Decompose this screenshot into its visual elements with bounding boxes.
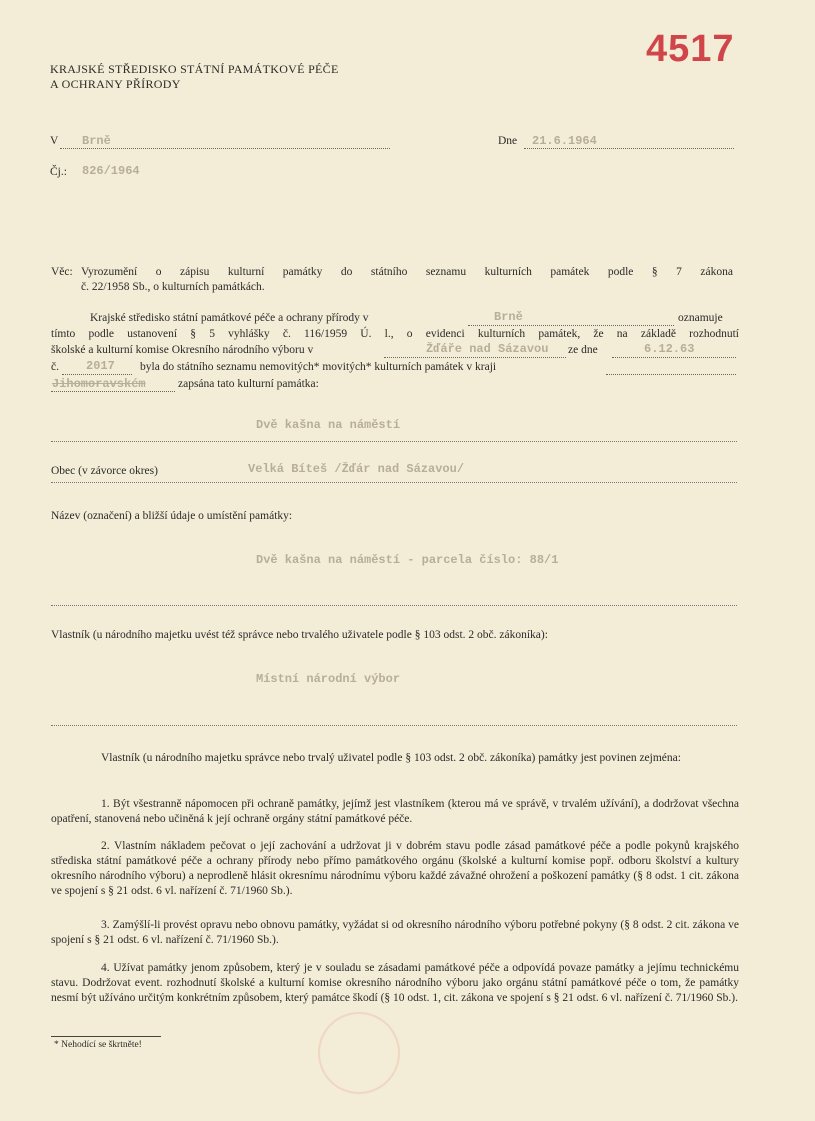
- footnote: * Nehodící se škrtněte!: [54, 1040, 142, 1050]
- body-l4-kraj-dots: [606, 374, 736, 375]
- subject-line-1: Vyrozumění o zápisu kulturní památky do státního seznamu kulturních památek podle § 7 zákona: [81, 266, 733, 278]
- obec-value: Velká Bíteš /Žďár nad Sázavou/: [248, 462, 465, 476]
- footnote-divider: [51, 1036, 161, 1037]
- ref-label: Čj.:: [50, 166, 67, 178]
- obec-label: Obec (v závorce okres): [51, 465, 158, 477]
- nazev-label: Název (označení) a bližší údaje o umístění památky:: [51, 510, 293, 522]
- obec-line: [51, 482, 737, 483]
- faint-round-stamp: [318, 1012, 400, 1094]
- body-l3-dots: [384, 357, 566, 358]
- subject-line-2: č. 22/1958 Sb., o kulturních památkách.: [81, 281, 265, 293]
- place-dotted-line: [60, 148, 390, 149]
- duties-intro: Vlastník (u národního majetku správce nebo trvalý uživatel podle § 103 odst. 2 obč. zákoníka) památky jest povinen zejména:: [101, 752, 681, 764]
- body-l3-date: 6.12.63: [644, 342, 695, 356]
- date-label: Dne: [498, 135, 518, 147]
- duty-item-2: 2. Vlastním nákladem pečovat o její zachování a udržovat ji v dobrém stavu podle zásad památkové péče a podle pokynů krajského střediska státní památkové péče a ochrany přírody nebo přímo památkového orgánu (školské a kulturní komise popř. odboru školství a kultury okresního národního výboru) a neprodleně hlásit okresnímu národnímu výboru každé závažné ohrožení a poškození památky (§ 8 odst. 1 cit. zákona ve spojení s § 21 odst. 6 vl. nařízení č. 71/1960 Sb.).: [51, 840, 739, 897]
- body-l3-b: ze dne: [568, 344, 598, 356]
- body-l1-dots: [468, 325, 674, 326]
- owner-value: Místní národní výbor: [256, 672, 401, 686]
- duty-item-1: 1. Být všestranně nápomocen při ochraně památky, jejímž jest vlastníkem (kterou má ve správě, v trvalém užívání), a dodržovat všechna opatření, stanovená nebo učiněná k její ochraně orgány státní památkové péče.: [51, 798, 739, 825]
- institution-line-1: KRAJSKÉ STŘEDISKO STÁTNÍ PAMÁTKOVÉ PÉČE: [50, 62, 339, 76]
- body-l5-value: Jihomoravském: [52, 377, 146, 391]
- date-dotted-line: [524, 148, 734, 149]
- body-l5-dots: [51, 391, 175, 392]
- monument-name: Dvě kašna na náměstí: [256, 418, 401, 432]
- body-l2: tímto podle ustanovení § 5 vyhlášky č. 116/1959 Ú. l., o evidenci kulturních památek, že na základě rozhodnutí: [51, 328, 739, 340]
- institution-line-2: A OCHRANY PŘÍRODY: [50, 77, 181, 91]
- duty-item-4: 4. Užívat památky jenom způsobem, který je v souladu se zásadami památkové péče a odpovídá povaze památky a jejímu technickému stavu. Dodržovat event. rozhodnutí školské a kulturní komise okresního národního výboru jako orgánu státní památkové péče o tom, že památky nesmí být užíváno určitým konkrétním způsobem, který památce škodí (§ 10 odst. 1, cit. zákona ve spojení s § 21 odst. 6 vl. nařízení č. 71/1960 Sb.).: [51, 962, 739, 1004]
- owner-line: [51, 725, 737, 726]
- stamp-number: 4517: [646, 28, 735, 70]
- body-l1-a: Krajské středisko státní památkové péče a ochrany přírody v: [90, 312, 369, 324]
- body-l4-num: 2017: [86, 359, 115, 373]
- nazev-value: Dvě kašna na náměstí - parcela číslo: 88/1: [256, 553, 559, 567]
- body-l1-b: oznamuje: [678, 312, 723, 324]
- body-l5-b: zapsána tato kulturní památka:: [178, 378, 319, 390]
- body-l3-date-dots: [612, 357, 736, 358]
- body-l3-a: školské a kulturní komise Okresního národního výboru v: [51, 344, 314, 356]
- nazev-line: [51, 605, 737, 606]
- body-l4-a: č.: [51, 361, 59, 373]
- place-value: Brně: [82, 134, 111, 148]
- place-label: V: [50, 135, 59, 147]
- monument-name-line: [51, 441, 737, 442]
- duty-item-3: 3. Zamýšlí-li provést opravu nebo obnovu památky, vyžádat si od okresního národního výboru potřebné pokyny (§ 8 odst. 2 cit. zákona ve spojení s § 21 odst. 6 vl. nařízení č. 71/1960 Sb.).: [51, 919, 739, 946]
- body-l4-b: byla do státního seznamu nemovitých* movitých* kulturních památek v kraji: [140, 361, 497, 373]
- ref-value: 826/1964: [82, 164, 140, 178]
- body-l3-value: Žďáře nad Sázavou: [426, 342, 549, 356]
- body-l4-dots: [62, 374, 132, 375]
- subject-label: Věc:: [51, 266, 73, 278]
- owner-label: Vlastník (u národního majetku uvést též správce nebo trvalého uživatele podle § 103 odst. 2 obč. zákoníka):: [51, 629, 548, 641]
- date-value: 21.6.1964: [532, 134, 597, 148]
- body-l1-value: Brně: [494, 310, 523, 324]
